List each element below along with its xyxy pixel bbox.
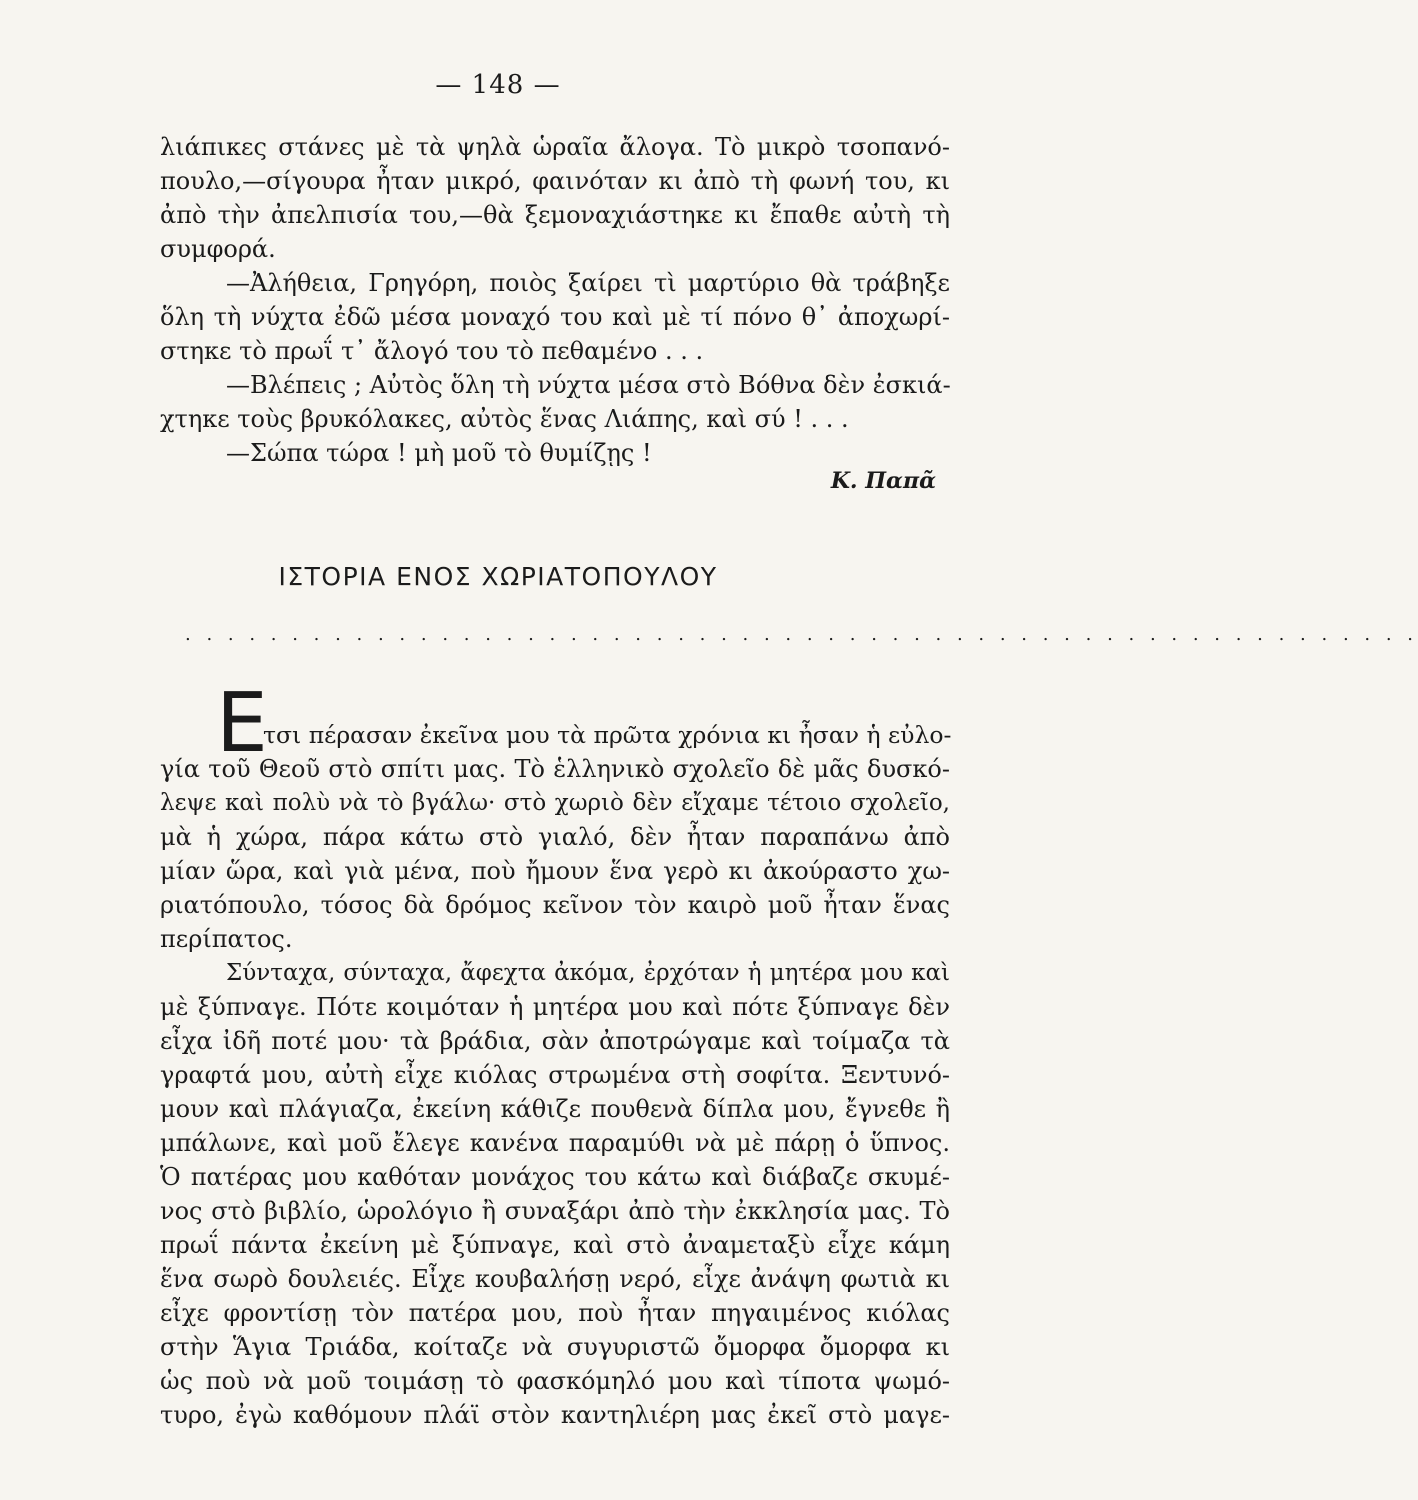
page-number: — 148 — xyxy=(435,70,561,100)
drop-cap: Ε xyxy=(216,676,268,771)
text-line: ἀπὸ τὴν ἀπελπισία του,—θὰ ξεμοναχιάστηκε κι ἔπαθε αὐτὴ τὴ xyxy=(160,201,950,229)
dialogue-line: —Βλέπεις ; Αὐτὸς ὅλη τὴ νύχτα μέσα στὸ Βόθνα δὲν ἐσκιά- xyxy=(226,371,951,399)
text-line: ριατόπουλο, τόσος δὰ δρόμος κεῖνον τὸν καιρὸ μοῦ ἦταν ἕνας xyxy=(160,891,950,919)
text-line: λιάπικες στάνες μὲ τὰ ψηλὰ ὡραῖα ἄλογα. Τὸ μικρὸ τσοπανό- xyxy=(160,133,950,161)
text-line: Ὁ πατέρας μου καθόταν μονάχος του κάτω καὶ διάβαζε σκυμέ- xyxy=(160,1163,950,1191)
dialogue-line: —Ἀλήθεια, Γρηγόρη, ποιὸς ξαίρει τὶ μαρτύριο θὰ τράβηξε xyxy=(226,269,950,297)
text-line: γραφτά μου, αὐτὴ εἶχε κιόλας στρωμένα στὴ σοφίτα. Ξεντυνό- xyxy=(160,1061,950,1089)
text-line: τσι πέρασαν ἐκεῖνα μου τὰ πρῶτα χρόνια κι ἦσαν ἡ εὐλο- xyxy=(263,721,952,749)
text-line: στὴν Ἅγια Τριάδα, κοίταζε νὰ συγυριστῶ ὄμορφα ὄμορφα κι xyxy=(160,1333,950,1361)
text-line: λεψε καὶ πολὺ νὰ τὸ βγάλω· στὸ χωριὸ δὲν εἴχαμε τέτοιο σχολεῖο, xyxy=(160,790,950,816)
text-line: εἶχα ἰδῆ ποτέ μου· τὰ βράδια, σὰν ἀποτρώγαμε καὶ τοίμαζα τὰ xyxy=(160,1027,950,1055)
text-line: πρωΐ πάντα ἐκείνη μὲ ξύπναγε, καὶ στὸ ἀναμεταξὺ εἶχε κάμη xyxy=(160,1231,950,1259)
dialogue-line: —Σώπα τώρα ! μὴ μοῦ τὸ θυμίζῃς ! xyxy=(226,439,652,467)
dotted-separator: . . . . . . . . . . . . . . . . . . . . . . . . . . . . . . . . . . . . . . . . . . . . . . . . . . . . . . . . . . xyxy=(185,624,1418,645)
text-line: μὰ ἡ χώρα, πάρα κάτω στὸ γιαλό, δὲν ἦταν παραπάνω ἀπὸ xyxy=(160,823,950,851)
author-signature: Κ. Παπᾶ xyxy=(830,468,936,494)
story-paragraph-2 xyxy=(160,956,950,1432)
dialogue-line: ὅλη τὴ νύχτα ἐδῶ μέσα μοναχό του καὶ μὲ τί πόνο θ᾽ ἀποχωρί- xyxy=(160,303,950,331)
dialogue-line: χτηκε τοὺς βρυκόλακες, αὐτὸς ἕνας Λιάπης, καὶ σύ ! . . . xyxy=(160,405,849,433)
dialogue-line: στηκε τὸ πρωΐ τ᾽ ἄλογό του τὸ πεθαμένο . . . xyxy=(160,337,704,365)
text-line: νος στὸ βιβλίο, ὡρολόγιο ἢ συναξάρι ἀπὸ τὴν ἐκκλησία μας. Τὸ xyxy=(160,1197,950,1225)
text-line: γία τοῦ Θεοῦ στὸ σπίτι μας. Τὸ ἑλληνικὸ σχολεῖο δὲ μᾶς δυσκό- xyxy=(160,755,950,783)
text-line: μὲ ξύπναγε. Πότε κοιμόταν ἡ μητέρα μου καὶ πότε ξύπναγε δὲν xyxy=(160,993,950,1021)
text-line: Σύνταχα, σύνταχα, ἄφεχτα ἀκόμα, ἐρχόταν ἡ μητέρα μου καὶ xyxy=(226,960,950,986)
text-line: μπάλωνε, καὶ μοῦ ἔλεγε κανένα παραμύθι νὰ μὲ πάρῃ ὁ ὕπνος. xyxy=(160,1129,950,1157)
text-line: ὡς ποὺ νὰ μοῦ τοιμάσῃ τὸ φασκόμηλό μου καὶ τίποτα ψωμό- xyxy=(160,1367,950,1395)
text-line: μουν καὶ πλάγιαζα, ἐκείνη κάθιζε πουθενὰ δίπλα μου, ἔγνεθε ἢ xyxy=(160,1095,950,1123)
story-paragraph-1 xyxy=(160,718,950,956)
previous-story-text xyxy=(160,130,950,470)
text-line: περίπατος. xyxy=(160,925,293,953)
text-line: μίαν ὥρα, καὶ γιὰ μένα, ποὺ ἤμουν ἕνα γερὸ κι ἀκούραστο χω- xyxy=(160,857,950,885)
text-line: συμφορά. xyxy=(160,235,276,263)
text-line: τυρο, ἐγὼ καθόμουν πλάϊ στὸν καντηλιέρη μας ἐκεῖ στὸ μαγε- xyxy=(160,1401,950,1429)
story-title: ΙΣΤΟΡΙΑ ΕΝΟΣ ΧΩΡΙΑΤΟΠΟΥΛΟΥ xyxy=(278,562,718,591)
text-line: πουλο,—σίγουρα ἦταν μικρό, φαινόταν κι ἀπὸ τὴ φωνή του, κι xyxy=(160,167,950,195)
text-line: εἶχε φροντίσῃ τὸν πατέρα μου, ποὺ ἦταν πηγαιμένος κιόλας xyxy=(160,1299,950,1327)
text-line: ἕνα σωρὸ δουλειές. Εἶχε κουβαλήσῃ νερό, εἶχε ἀνάψη φωτιὰ κι xyxy=(160,1265,950,1293)
